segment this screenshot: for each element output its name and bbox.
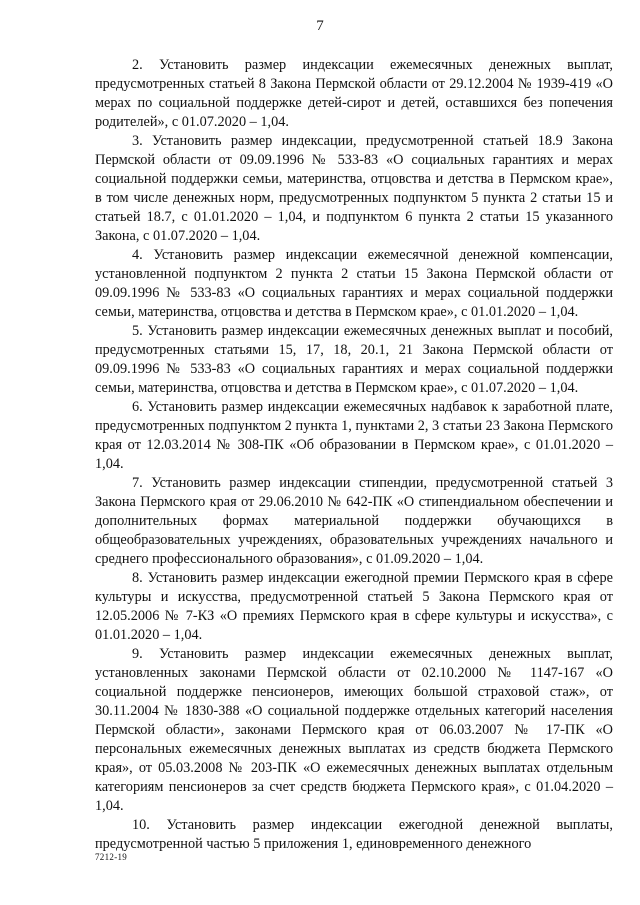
document-code: 7212-19 — [95, 852, 128, 862]
paragraph-item-8: 8. Установить размер индексации ежегодной премии Пермского края в сфере культуры и искусства, предусмотренной статьей 5 Закона Пермского края от 12.05.2006 № 7-КЗ «О премиях Пермского края в сфере культуры и искусства», с 01.01.2020 – 1,04. — [95, 570, 613, 643]
paragraph-item-6: 6. Установить размер индексации ежемесячных надбавок к заработной плате, предусмотренных подпунктом 2 пункта 1, пунктами 2, 3 статьи 23 Закона Пермского края от 12.03.2014 № 308-ПК «Об образовании в Пермском крае», с 01.01.2020 – 1,04. — [95, 399, 613, 472]
paragraph-item-7: 7. Установить размер индексации стипендии, предусмотренной статьей 3 Закона Пермского края от 29.06.2010 № 642-ПК «О стипендиальном обеспечении и дополнительных формах материальной поддержки обучающихся в общеобразовательных учреждениях, образовательных учреждениях начального и среднего профессионального образования», с 01.09.2020 – 1,04. — [95, 475, 613, 567]
paragraph-item-5: 5. Установить размер индексации ежемесячных денежных выплат и пособий, предусмотренных статьями 15, 17, 18, 20.1, 21 Закона Пермской области от 09.09.1996 № 533-83 «О социальных гарантиях и мерах социальной поддержки семьи, материнства, отцовства и детства в Пермском крае», с 01.07.2020 – 1,04. — [95, 323, 613, 396]
paragraph-item-3: 3. Установить размер индексации, предусмотренной статьей 18.9 Закона Пермской области от 09.09.1996 № 533-83 «О социальных гарантиях и мерах социальной поддержки семьи, материнства, отцовства и детства в Пермском крае», в том числе денежных норм, предусмотренных подпунктом 5 пункта 2 статьи 15 и статьей 18.7, с 01.01.2020 – 1,04, и подпунктом 6 пункта 2 статьи 15 указанного Закона, с 01.07.2020 – 1,04. — [95, 133, 613, 244]
paragraph-item-2: 2. Установить размер индексации ежемесячных денежных выплат, предусмотренных статьей 8 Закона Пермской области от 29.12.2004 № 1939-419 «О мерах по социальной поддержке детей-сирот и детей, оставшихся без попечения родителей», с 01.07.2020 – 1,04. — [95, 57, 613, 130]
page-number: 7 — [316, 18, 324, 34]
paragraph-item-10: 10. Установить размер индексации ежегодной денежной выплаты, предусмотренной частью 5 приложения 1, единовременного денежного — [95, 817, 613, 852]
paragraph-item-4: 4. Установить размер индексации ежемесячной денежной компенсации, установленной подпунктом 2 пункта 2 статьи 15 Закона Пермской области от 09.09.1996 № 533-83 «О социальных гарантиях и мерах социальной поддержки семьи, материнства, отцовства и детства в Пермском крае», с 01.01.2020 – 1,04. — [95, 247, 613, 320]
paragraph-item-9: 9. Установить размер индексации ежемесячных денежных выплат, установленных законами Пермской области от 02.10.2000 № 1147-167 «О социальной поддержке пенсионеров, имеющих большой страховой стаж», от 30.11.2004 № 1830-388 «О социальной поддержке отдельных категорий населения Пермской области», законами Пермского края от 06.03.2007 № 17-ПК «О персональных ежемесячных денежных выплатах из средств бюджета Пермского края», от 05.03.2008 № 203-ПК «О ежемесячных денежных выплатах отдельным категориям пенсионеров за счет средств бюджета Пермского края», с 01.04.2020 – 1,04. — [95, 646, 613, 814]
document-body — [95, 56, 613, 854]
